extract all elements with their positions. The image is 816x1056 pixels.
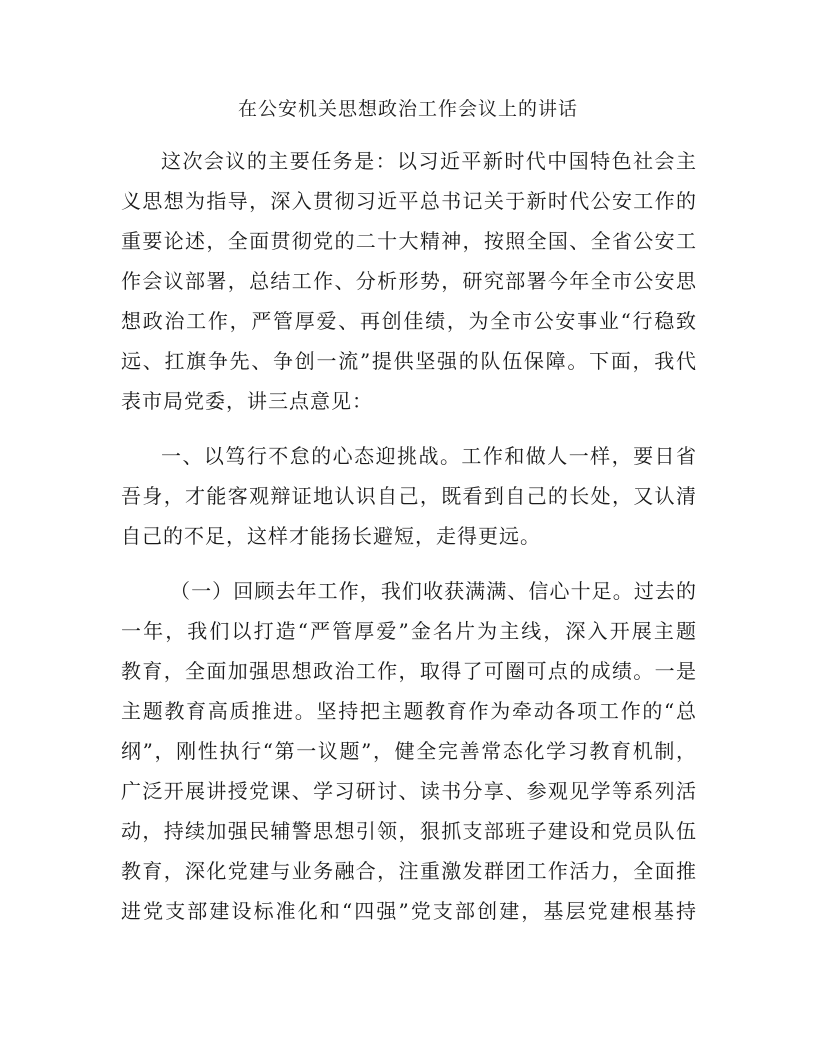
paragraph-line: 重要论述，全面贯彻党的二十大精神，按照全国、全省公安工 bbox=[121, 229, 696, 253]
paragraph-line: 表市局党委，讲三点意见： bbox=[121, 389, 373, 413]
paragraph-line: 一年，我们以打造“严管厚爱”金名片为主线，深入开展主题 bbox=[121, 619, 696, 643]
paragraph-line: 主题教育高质推进。坚持把主题教育作为牵动各项工作的“总 bbox=[121, 699, 696, 723]
paragraph-line: 远、扛旗争先、争创一流”提供坚强的队伍保障。下面，我代 bbox=[121, 349, 696, 373]
paragraph-line: 自己的不足，这样才能扬长避短，走得更远。 bbox=[121, 524, 541, 548]
paragraph-line: 动，持续加强民辅警思想引领，狠抓支部班子建设和党员队伍 bbox=[121, 819, 696, 843]
paragraph-line: 一、以笃行不怠的心态迎挑战。工作和做人一样，要日省 bbox=[161, 444, 696, 468]
paragraph-line: 想政治工作，严管厚爱、再创佳绩，为全市公安事业“行稳致 bbox=[121, 309, 696, 333]
paragraph-line: 进党支部建设标准化和“四强”党支部创建，基层党建根基持 bbox=[121, 899, 696, 923]
paragraph-line: 这次会议的主要任务是：以习近平新时代中国特色社会主 bbox=[161, 149, 696, 173]
paragraph-line: 义思想为指导，深入贯彻习近平总书记关于新时代公安工作的 bbox=[121, 189, 696, 213]
paragraph-line: 教育，全面加强思想政治工作，取得了可圈可点的成绩。一是 bbox=[121, 659, 696, 683]
paragraph-line: 作会议部署，总结工作、分析形势，研究部署今年全市公安思 bbox=[121, 269, 696, 293]
document-title: 在公安机关思想政治工作会议上的讲话 bbox=[237, 98, 578, 120]
paragraph-line: 教育，深化党建与业务融合，注重激发群团工作活力，全面推 bbox=[121, 859, 696, 883]
paragraph-line: 纲”，刚性执行“第一议题”，健全完善常态化学习教育机制， bbox=[121, 739, 696, 763]
paragraph-line: （一）回顾去年工作，我们收获满满、信心十足。过去的 bbox=[170, 579, 696, 603]
paragraph-line: 吾身，才能客观辩证地认识自己，既看到自己的长处，又认清 bbox=[121, 484, 696, 508]
paragraph-line: 广泛开展讲授党课、学习研讨、读书分享、参观见学等系列活 bbox=[121, 779, 696, 803]
